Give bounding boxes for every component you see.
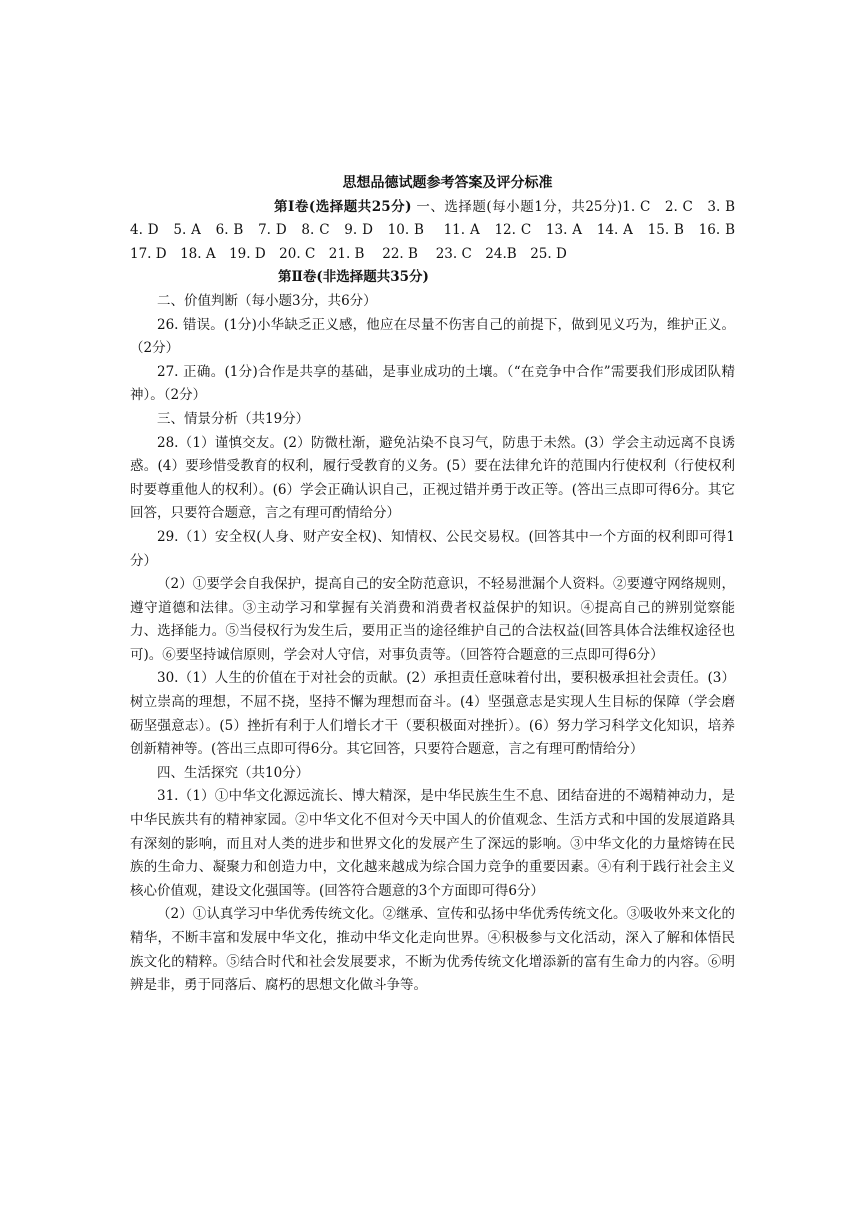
answer-29-part-2: （2）①要学会自我保护，提高自己的安全防范意识，不轻易泄漏个人资料。②要遵守网络规则，遵守道德和法律。③主动学习和掌握有关消费和消费者权益保护的知识。④提高自己的辨别觉察能力、选择能力。⑤当侵权行为发生后，要用正当的途径维护自己的合法权益(回答具体合法维权途径也可)。⑥要坚持诚信原则，学会对人守信，对事负责等。（回答符合题意的三点即可得6分） [130,576,735,663]
answer-26: 26. 错误。(1分)小华缺乏正义感，他应在尽量不伤害自己的前提下，做到见义巧为，维护正义。（2分） [130,316,735,357]
section-2-title: 二、价值判断（每小题3分，共6分） [157,292,377,309]
answer-29-part-1: 29.（1）安全权(人身、财产安全权)、知情权、公民交易权。(回答其中一个方面的权利即可得1分） [130,528,735,569]
answer-27: 27. 正确。(1分)合作是共享的基础，是事业成功的土壤。（“在竞争中合作”需要我们形成团队精神）。（2分） [130,363,735,404]
volume-1-heading: 第Ⅰ卷(选择题共25分) [274,198,412,215]
section-4-title: 四、生活探究（共10分） [157,764,310,781]
volume-2-heading: 第Ⅱ卷(非选择题共35分) [278,269,429,286]
answer-28: 28.（1）谨慎交友。(2）防微杜渐，避免沾染不良习气，防患于未然。(3）学会主动远离不良诱惑。(4）要珍惜受教育的权利，履行受教育的义务。(5）要在法律允许的范围内行使权利（行使权利时要尊重他人的权利）。(6）学会正确认识自己，正视过错并勇于改正等。(答出三点即可得6分。其它回答，只要符合题意，言之有理可酌情给分） [130,434,735,522]
answer-key-document [130,172,749,998]
answer-30: 30.（1）人生的价值在于对社会的贡献。(2）承担责任意味着付出，要积极承担社会责任。(3）树立崇高的理想，不屈不挠，坚持不懈为理想而奋斗。(4）坚强意志是实现人生目标的保障（学会磨砺坚强意志）。(5）挫折有利于人们增长才干（要积极面对挫折）。(6）努力学习科学文化知识，培养创新精神等。(答出三点即可得6分。其它回答，只要符合题意，言之有理可酌情给分） [130,670,735,758]
document-title: 思想品德试题参考答案及评分标准 [342,175,553,191]
choice-answers-text: 一、选择题(每小题1分，共25分)1. C 2. C 3. B 4. D 5. A 6. B 7. D 8. C 9. D 10. B 11. A 12. C 13. A 14. A 15. B 16. B 17. D 18. A 19. D 20. C 21. B 22. B 23. C 24.B 25. D [130,198,749,262]
section-3-title: 三、情景分析（共19分） [157,410,310,427]
answer-31-part-1: 31.（1）①中华文化源远流长、博大精深，是中华民族生生不息、团结奋进的不竭精神动力，是中华民族共有的精神家园。②中华文化不但对今天中国人的价值观念、生活方式和中国的发展道路具有深刻的影响，而且对人类的进步和世界文化的发展产生了深远的影响。③中华文化的力量熔铸在民族的生命力、凝聚力和创造力中，文化越来越成为综合国力竞争的重要因素。④有利于践行社会主义核心价值观，建设文化强国等。(回答符合题意的3个方面即可得6分） [130,788,735,899]
section-1-choice-answers [130,196,749,267]
answer-31-part-2: （2）①认真学习中华优秀传统文化。②继承、宣传和弘扬中华优秀传统文化。③吸收外来文化的精华，不断丰富和发展中华文化，推动中华文化走向世界。④积极参与文化活动，深入了解和体悟民族文化的精粹。⑤结合时代和社会发展要求，不断为优秀传统文化增添新的富有生命力的内容。⑥明辨是非，勇于同落后、腐朽的思想文化做斗争等。 [130,906,735,994]
